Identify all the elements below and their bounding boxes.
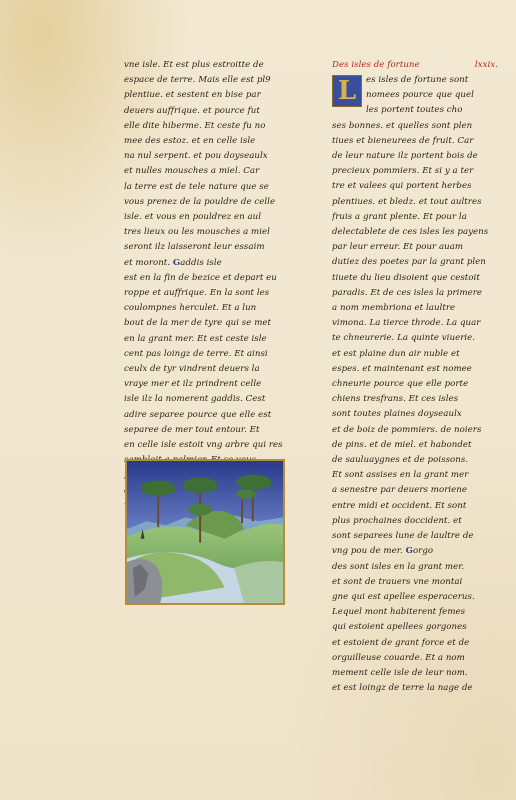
text-line: des sont isles en la grant mer.: [332, 561, 465, 572]
text-line: isle. et vous en pouldrez en aul: [124, 212, 262, 223]
text-line: ceulx de tyr vindrent deuers la: [124, 364, 260, 375]
text-line: espes. et maintenant est nomee: [332, 363, 472, 374]
text-line: et est loingz de terre la nage de: [332, 683, 473, 694]
folio-number: lxxix.: [474, 60, 498, 70]
text-line: les portent toutes cho: [366, 105, 463, 116]
text-line: sont separees lune de laultre de: [332, 531, 474, 542]
text-line: tiuete du lieu disoient que cestoit: [332, 272, 480, 283]
chapter-header: [332, 58, 504, 73]
text-fragment: vng pou de mer.: [332, 546, 403, 557]
miniature-illustration: [127, 461, 283, 603]
text-line: et est plaine dun air nuble et: [332, 348, 460, 359]
text-line: es isles de fortune sont: [366, 75, 469, 85]
text-line: la terre est de tele nature que se: [124, 181, 269, 192]
text-line: deuers auffrique. et pource fut: [124, 105, 260, 116]
text-line: vous prenez de la pouldre de celle: [124, 196, 276, 207]
text-line: et estoient de grant force et de: [332, 637, 470, 648]
left-text-column: [124, 58, 296, 514]
text-line: [332, 544, 504, 559]
text-fragment: orgo: [412, 546, 434, 557]
text-line: elle dite hiberme. Et ceste fu no: [124, 120, 266, 131]
text-line: mee des estoz. et en celle isle: [124, 136, 256, 147]
text-line: coulompnes herculet. Et a lun: [124, 303, 257, 314]
text-line: sont toutes plaines doyseaulx: [332, 409, 462, 420]
opening-paragraph: [332, 73, 504, 134]
text-line: delectablete de ces isles les payens: [332, 227, 489, 238]
text-line: plus prochaines doccident. et: [332, 515, 462, 526]
text-line: isle ilz la nomerent gaddis. Cest: [124, 394, 266, 405]
text-line: seront ilz laisseront leur essaim: [124, 242, 265, 253]
landscape-miniature: [125, 459, 285, 605]
text-line: de pins. et de miel. et habondet: [332, 439, 472, 450]
text-line: chiens tresfrans. Et ces isles: [332, 394, 459, 405]
text-line: ses bonnes. et quelles sont plen: [332, 120, 473, 131]
text-line: entre midi et occident. Et sont: [332, 500, 467, 511]
text-line: adire separee pource que elle est: [124, 409, 272, 420]
text-line: [124, 256, 296, 271]
text-line: na nul serpent. et pou doyseaulx: [124, 151, 268, 162]
text-line: espace de terre. Mais elle est pl9: [124, 75, 271, 86]
text-line: dutiez des poetes par la grant plen: [332, 257, 486, 268]
text-line: separee de mer tout entour. Et: [124, 424, 260, 435]
right-text-column: [332, 58, 504, 696]
text-line: bout de la mer de tyre qui se met: [124, 318, 272, 329]
text-line: gne qui est apellee esperacerus.: [332, 591, 475, 602]
text-line: a senestre par deuers moriene: [332, 485, 468, 496]
paragraph-mark: G: [172, 257, 181, 268]
text-line: chneurie pource que elle porte: [332, 379, 469, 390]
text-line: tres lieux ou les mousches a miel: [124, 227, 270, 238]
text-line: vimona. La tierce throde. La quar: [332, 318, 481, 329]
text-line: fruis a grant plente. Et pour la: [332, 211, 467, 222]
text-line: qui estoient apellees gorgones: [332, 622, 467, 633]
decorated-initial: L: [332, 75, 362, 107]
text-line: vne isle. Et est plus estroitte de: [124, 60, 264, 70]
text-line: roppe et auffrique. En la sont les: [124, 288, 270, 299]
text-line: plentiue. et sestent en bise par: [124, 90, 261, 101]
text-line: Lequel mont habiterent femes: [332, 607, 466, 618]
text-line: plentiues. et bledz. et tout aultres: [332, 196, 482, 207]
text-line: vraye mer et ilz prindrent celle: [124, 379, 262, 390]
text-line: a nom membriona et laultre: [332, 303, 456, 314]
text-line: et de boiz de pommiers. de noiers: [332, 424, 482, 435]
text-line: et nulles mousches a miel. Car: [124, 166, 260, 177]
text-line: est en la fin de bezice et depart eu: [124, 272, 277, 283]
paragraph-mark: G: [405, 546, 413, 557]
text-line: de sauluaygnes et de poissons.: [332, 455, 469, 466]
chapter-title: Des isles de fortune: [332, 60, 420, 70]
text-fragment: addis isle: [180, 257, 222, 268]
tree-far-right: [241, 500, 243, 523]
text-line: tre et valees qui portent herbes: [332, 181, 472, 192]
text-line: cent pas loingz de terre. Et ainsi: [124, 348, 268, 359]
text-line: tiues et bieneurees de fruit. Car: [332, 135, 474, 146]
text-line: par leur erreur. Et pour auam: [332, 242, 464, 253]
text-line: en celle isle estoit vng arbre qui res: [124, 440, 283, 451]
text-line: en la grant mer. Et est ceste isle: [124, 333, 267, 344]
text-line: Et sont assises en la grant mer: [332, 470, 469, 481]
text-line: de leur nature ilz portent bois de: [332, 151, 478, 162]
text-line: te chneurerie. La quinte viuerie.: [332, 333, 476, 344]
text-line: nomees pource que quel: [366, 90, 474, 101]
text-line: precieux pommiers. Et si y a ter: [332, 166, 474, 177]
text-line: mement celle isle de leur nom.: [332, 667, 468, 678]
text-line: et sont de trauers vne montai: [332, 576, 463, 587]
text-line: orguilleuse couarde. Et a nom: [332, 652, 465, 663]
text-line: paradis. Et de ces isles la primere: [332, 287, 483, 298]
text-fragment: et moront.: [124, 257, 171, 268]
